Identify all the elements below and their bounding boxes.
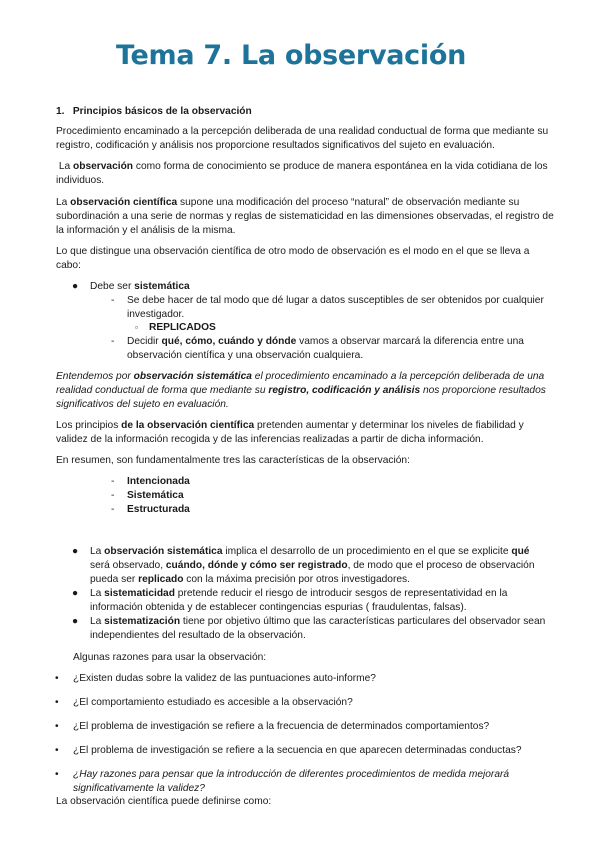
list-item: - Sistemática xyxy=(111,490,184,501)
section-number: 1. xyxy=(56,106,65,117)
paragraph-5-text: Entendemos por observación sistemática el procedimiento encaminado a la percepción deliberada de una realidad conductual de forma que mediante su registro, codificación y análisis nos proporcione resultados significativos del sujeto en evaluación. xyxy=(56,371,546,410)
paragraph-8 xyxy=(56,795,556,809)
bullet-icon: ● xyxy=(72,546,79,557)
paragraph-4-text: Lo que distingue una observación científica de otro modo de observación es el modo en el que se lleva a cabo: xyxy=(56,246,530,271)
paragraph-3-text: La observación científica supone una modificación del proceso “natural” de observación mediante su subordinación a una serie de normas y reglas de sistematicidad en las dimensiones observadas, el registro de la información y el análisis de la misma. xyxy=(56,197,554,236)
sub-sub-list-item: ▫ REPLICADOS xyxy=(135,322,216,333)
bullet-icon: ● xyxy=(72,281,79,292)
sub-list-1 xyxy=(111,294,552,322)
reasons-title: Algunas razones para usar la observación: xyxy=(73,652,267,663)
paragraph-8-text: La observación científica puede definirse como: xyxy=(56,796,272,807)
bullet-icon: • xyxy=(55,673,59,684)
dash-icon: - xyxy=(111,336,115,347)
sub-list-item: - Decidir qué, cómo, cuándo y dónde vamos a observar marcará la diferencia entre una observación científica y una observación cualquiera. xyxy=(111,336,524,361)
reasons-list xyxy=(55,672,551,796)
bullet-list-2 xyxy=(72,545,552,643)
list-item: • ¿El comportamiento estudiado es accesible a la observación? xyxy=(55,697,353,708)
characteristics-list xyxy=(111,475,427,517)
paragraph-7-text: En resumen, son fundamentalmente tres las características de la observación: xyxy=(56,455,410,466)
square-bullet-icon: ▫ xyxy=(135,323,138,332)
list-item: - Intencionada xyxy=(111,476,190,487)
paragraph-6 xyxy=(56,419,556,447)
sub-list-2 xyxy=(111,335,552,363)
paragraph-4 xyxy=(56,245,556,273)
paragraph-7 xyxy=(56,454,556,468)
section-title: Principios básicos de la observación xyxy=(72,106,252,117)
list-item: ● Debe ser sistemática xyxy=(72,281,190,292)
list-item: • ¿El problema de investigación se refiere a la secuencia en que aparecen determinadas conductas? xyxy=(55,745,522,756)
list-item: • ¿Hay razones para pensar que la introducción de diferentes procedimientos de medida mejorará significativamente la validez? xyxy=(55,769,510,794)
bullet-icon: ● xyxy=(72,588,79,599)
list-item: • ¿Existen dudas sobre la validez de las puntuaciones auto-informe? xyxy=(55,673,376,684)
paragraph-3 xyxy=(56,196,556,238)
bullet-icon: • xyxy=(55,745,59,756)
paragraph-6-text: Los principios de la observación científica pretenden aumentar y determinar los niveles de fiabilidad y validez de la información recogida y de las inferencias realizadas a partir de dicha información. xyxy=(56,420,524,445)
section-heading xyxy=(56,105,556,119)
sub-sub-list xyxy=(135,321,549,335)
bullet-icon: • xyxy=(55,697,59,708)
bullet-icon: ● xyxy=(72,616,79,627)
paragraph-5 xyxy=(56,370,556,412)
dash-icon: - xyxy=(111,295,115,306)
list-item: ● La sistematicidad pretende reducir el riesgo de introducir sesgos de representatividad en la información obtenida y de establecer contingencias espurias ( fraudulentas, falsas). xyxy=(72,588,508,613)
paragraph-1-text: Procedimiento encaminado a la percepción deliberada de una realidad conductual de forma que mediante su registro, codificación y análisis nos proporcione resultados significativos del sujeto en evaluación. xyxy=(56,126,549,151)
page-title: Tema 7. La observación xyxy=(116,40,466,71)
paragraph-2 xyxy=(56,160,556,188)
bullet-list-1 xyxy=(72,280,550,294)
bullet-icon: • xyxy=(55,721,59,732)
sub-list-item: - Se debe hacer de tal modo que dé lugar a datos susceptibles de ser obtenidos por cualquier investigador. xyxy=(111,295,544,320)
paragraph-2-text: La observación como forma de conocimiento se produce de manera espontánea en la vida cotidiana de los individuos. xyxy=(56,161,548,186)
list-item: ● La observación sistemática implica el desarrollo de un procedimiento en el que se explicite qué será observado, cuándo, dónde y cómo ser registrado, de modo que el proceso de observación pueda ser replicado con la máxima precisión por otros investigadores. xyxy=(72,546,535,585)
paragraph-1 xyxy=(56,125,556,153)
list-item: - Estructurada xyxy=(111,504,190,515)
bullet-icon: • xyxy=(55,769,59,780)
list-item: • ¿El problema de investigación se refiere a la frecuencia de determinados comportamientos? xyxy=(55,721,490,732)
list-item: ● La sistematización tiene por objetivo último que las características particulares del observador sean independientes del resultado de la observación. xyxy=(72,616,546,641)
